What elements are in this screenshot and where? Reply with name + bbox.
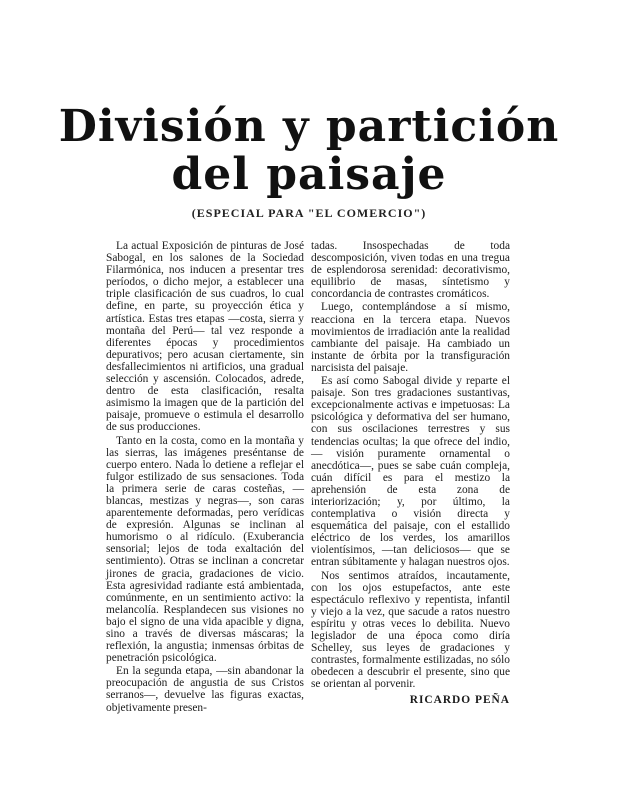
- author-signature: RICARDO PEÑA: [409, 694, 510, 707]
- paragraph: Nos sentimos atraídos, incautamente, con los ojos estupefactos, ante este espectáculo reflexivo y repentista, infantil y viejo a la vez, que sacude a ratos nuestro espíritu y otras veces lo debilita. Nuevo legislador de una época como diría Schelley, sus leyes de gradaciones y contrastes, formalmente estilizadas, no sólo obedecen a descubrir el presente, sino que se orientan al porvenir.: [311, 569, 510, 691]
- paragraph: Es así como Sabogal divide y reparte el paisaje. Son tres gradaciones sustantivas, excepcionalmente activas e impetuosas: La psicológica y deformativa del ser humano, con sus oscilaciones terrestres y sus tendencias ocultas; la que ofrece del indio, — visión puramente ornamental o anecdótica—, pues se sabe cuán compleja, cuán difícil es para el mestizo la aprehensión de esta zona de interiorización; y, por último, la contemplativa o visión directa y esquemática del paisaje, con el estallido eléctrico de los verdes, los amarillos violentísimos, —tan deliciosos— que se entran súbitamente y halagan nuestros ojos.: [311, 375, 510, 569]
- article-column-right: [311, 240, 510, 707]
- article-column-left: [106, 240, 304, 715]
- article-title-line-1: División y partición: [58, 101, 560, 152]
- article-subtitle: (ESPECIAL PARA "EL COMERCIO"): [191, 206, 427, 220]
- paragraph: La actual Exposición de pinturas de José Sabogal, en los salones de la Sociedad Filarmónica, nos inducen a presentar tres períodos, o dicho mejor, a establecer una triple clasificación de sus cuadros, lo cual define, en parte, su proyección ética y artística. Estas tres etapas —costa, sierra y montaña del Perú— tal vez responde a diferentes épocas y procedimientos depurativos; pero acusan ciertamente, sin desfallecimientos ni artificios, una gradual selección y ascensión. Colocados, adrede, dentro de esta clasificación, resalta asimismo la imagen que de la partición del paisaje, promueve o estimula el desarrollo de sus producciones.: [106, 240, 304, 434]
- article-title-line-2: del paisaje: [171, 149, 447, 200]
- paragraph: Tanto en la costa, como en la montaña y las sierras, las imágenes preséntanse de cuerpo entero. Nada lo detiene a reflejar el fulgor estilizado de sus sensaciones. Toda la primera serie de caras costeñas, —blancas, mestizas y negras—, son caras aparentemente deformadas, pero verídicas de expresión. Algunas se inclinan al humorismo o al ridículo. (Exuberancia sensorial; lejos de toda exaltación del sentimiento). Otras se inclinan a concretar jirones de gracia, gradaciones de vicio. Esta agresividad radiante está ambientada, comúnmente, en un sentimiento activo: la melancolía. Resplandecen sus visiones no bajo el signo de una vida apacible y digna, sino a través de diversas máscaras; la reflexión, la angustia; inmensas órbitas de penetración psicológica.: [106, 434, 304, 665]
- paragraph: tadas. Insospechadas de toda descomposición, viven todas en una tregua de esplendorosa serenidad: decorativismo, equilibrio de masas, síntetismo y concordancia de contrastes cromáticos.: [311, 240, 510, 301]
- paragraph: Luego, contemplándose a sí mismo, reacciona en la tercera etapa. Nuevos movimientos de irradiación ante la realidad cambiante del paisaje. Ha cambiado un instante de órbita por la transfiguración narcisista del paisaje.: [311, 301, 510, 374]
- paragraph: En la segunda etapa, —sin abandonar la preocupación de angustia de sus Cristos serranos—, devuelve las figuras exactas, objetivamente presen-: [106, 665, 304, 714]
